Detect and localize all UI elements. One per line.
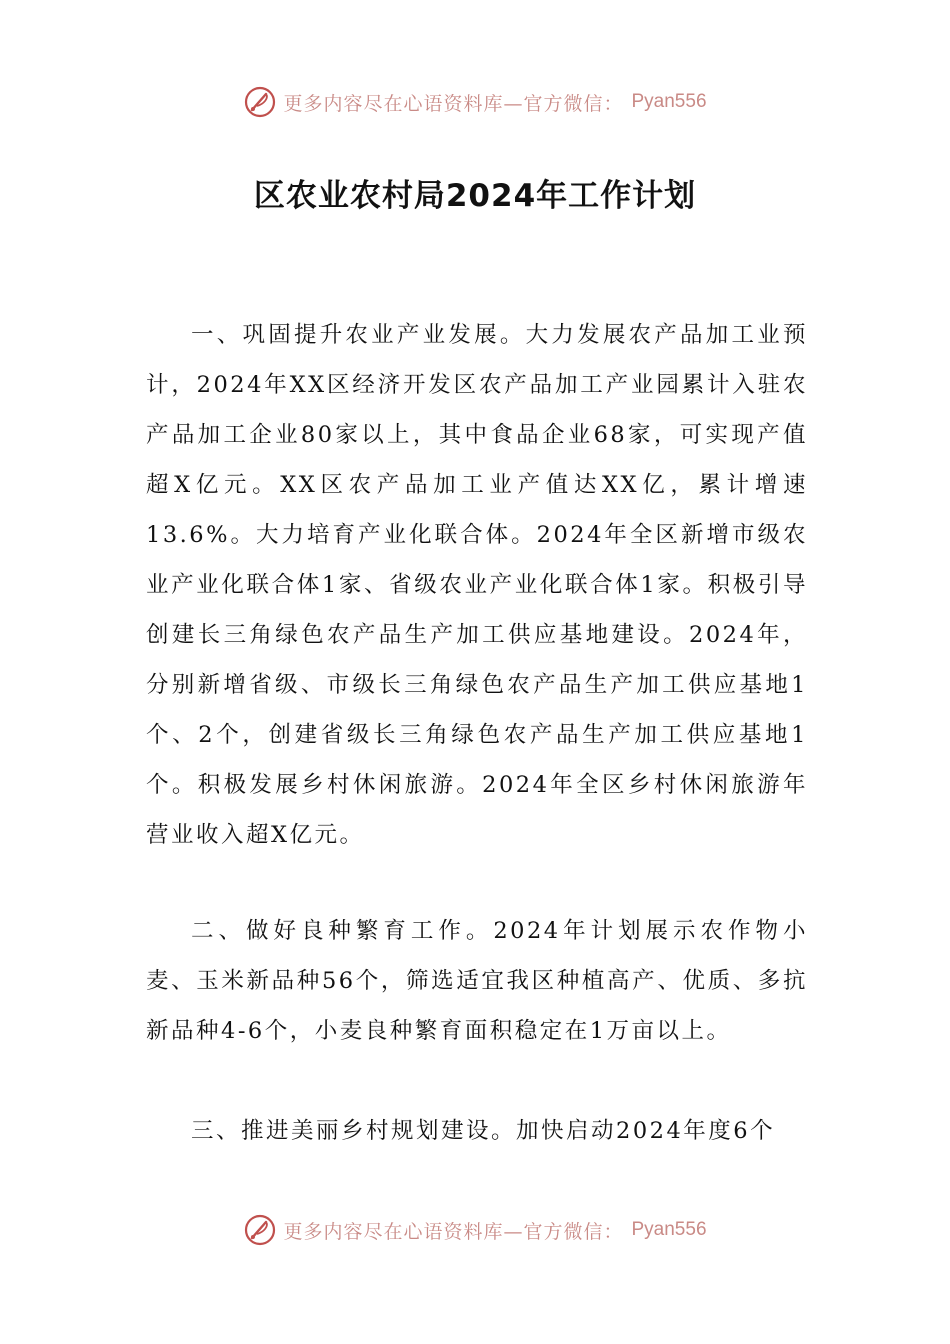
- paragraph-2: 二、做好良种繁育工作。2024年计划展示农作物小麦、玉米新品种56个，筛选适宜我区种植高产、优质、多抗新品种4-6个，小麦良种繁育面积稳定在1万亩以上。: [146, 918, 808, 1044]
- paragraph-3: 三、推进美丽乡村规划建设。加快启动2024年度6个: [191, 1118, 776, 1144]
- watermark-header: [0, 82, 950, 122]
- quill-logo-icon: [243, 1213, 277, 1247]
- paragraph-1: 一、巩固提升农业产业发展。大力发展农产品加工业预计，2024年XX区经济开发区农产品加工产业园累计入驻农产品加工企业80家以上，其中食品企业68家，可实现产值超X亿元。XX区农产品加工业产值达XX亿，累计增速13.6%。大力培育产业化联合体。2024年全区新增市级农业产业化联合体1家、省级农业产业化联合体1家。积极引导创建长三角绿色农产品生产加工供应基地建设。2024年，分别新增省级、市级长三角绿色农产品生产加工供应基地1个、2个，创建省级长三角绿色农产品生产加工供应基地1个。积极发展乡村休闲旅游。2024年全区乡村休闲旅游年营业收入超X亿元。: [146, 322, 808, 848]
- quill-logo-icon: [243, 85, 277, 119]
- watermark-text: 更多内容尽在心语资料库—官方微信：: [283, 1220, 624, 1243]
- watermark-wechat-id: Pyan556: [631, 91, 707, 112]
- watermark-text: 更多内容尽在心语资料库—官方微信：: [283, 92, 624, 115]
- watermark-footer: [0, 1210, 950, 1250]
- watermark-wechat-id: Pyan556: [631, 1219, 707, 1240]
- document-title: 区农业农村局2024年工作计划: [253, 178, 697, 214]
